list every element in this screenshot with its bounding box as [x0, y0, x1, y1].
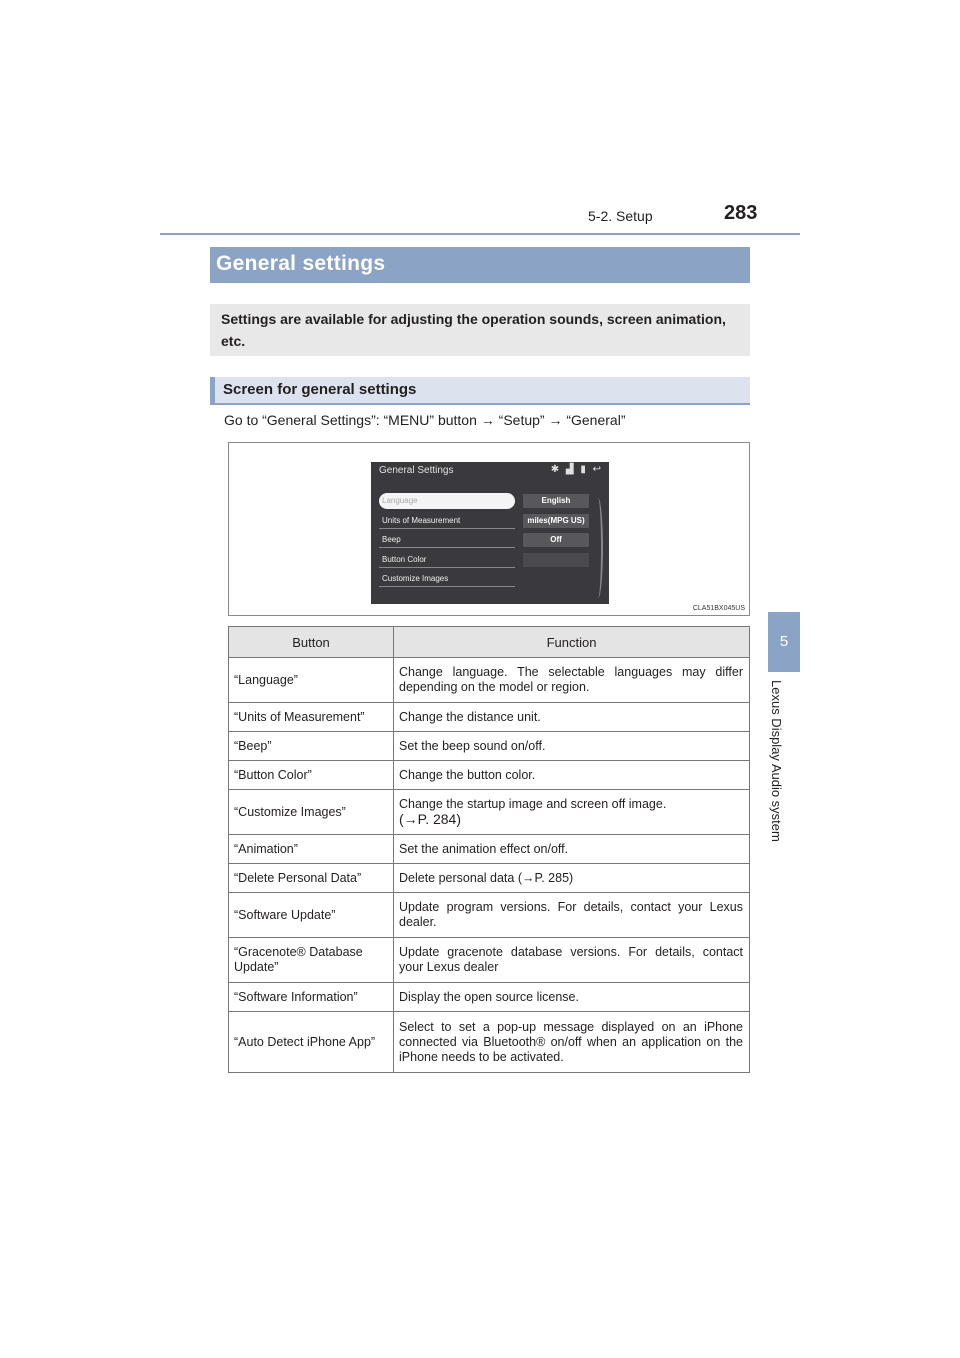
- function-table: [228, 626, 750, 1073]
- header-rule: [160, 233, 800, 235]
- function-cell: Update gracenote database versions. For details, contact your Lexus dealer: [394, 938, 750, 983]
- button-cell: “Gracenote® Database Update”: [229, 938, 394, 983]
- function-cell: Update program versions. For details, contact your Lexus dealer.: [394, 893, 750, 938]
- row-label-customize-images: Customize Images: [379, 571, 515, 587]
- button-cell: “Customize Images”: [229, 790, 394, 835]
- function-cell: Change language. The selectable languages may differ depending on the model or region.: [394, 658, 750, 703]
- function-cell: Change the button color.: [394, 761, 750, 790]
- row-value-units: miles(MPG US): [523, 514, 589, 528]
- function-cell: [394, 790, 750, 835]
- table-row: [229, 1012, 750, 1073]
- screen-title: General Settings: [379, 465, 454, 476]
- table-row: [229, 893, 750, 938]
- row-label-language: Language: [379, 493, 515, 509]
- instruction-text: Go to “General Settings”: “MENU” button → “Setup” → “General”: [224, 412, 626, 428]
- table-header-row: [229, 627, 750, 658]
- row-value-language: English: [523, 494, 589, 508]
- button-cell: “Animation”: [229, 835, 394, 864]
- function-text: Change the startup image and screen off image.: [399, 796, 667, 811]
- function-cell: Set the beep sound on/off.: [394, 732, 750, 761]
- function-cell: Display the open source license.: [394, 983, 750, 1012]
- section-title-bar: [210, 247, 750, 283]
- scroll-indicator: [593, 498, 603, 598]
- status-icons: ✱ ▟ ▮ ↩: [550, 464, 603, 475]
- table-row: [229, 790, 750, 835]
- table-row: [229, 983, 750, 1012]
- table-row: [229, 761, 750, 790]
- general-settings-screen: [371, 462, 609, 604]
- page-number: 283: [724, 202, 758, 224]
- button-cell: “Software Information”: [229, 983, 394, 1012]
- column-header-function: Function: [394, 627, 750, 658]
- table-row: [229, 835, 750, 864]
- row-label-beep: Beep: [379, 532, 515, 548]
- section-header: 5-2. Setup: [588, 208, 653, 224]
- screen-figure: [228, 442, 750, 616]
- chapter-title: Lexus Display Audio system: [769, 680, 784, 842]
- button-cell: “Beep”: [229, 732, 394, 761]
- button-cell: “Button Color”: [229, 761, 394, 790]
- row-value-beep: Off: [523, 533, 589, 547]
- function-cell: Set the animation effect on/off.: [394, 835, 750, 864]
- function-cell: Change the distance unit.: [394, 703, 750, 732]
- column-header-button: Button: [229, 627, 394, 658]
- subsection-bar: [210, 377, 750, 405]
- button-cell: “Language”: [229, 658, 394, 703]
- function-cell: Delete personal data (→P. 285): [394, 864, 750, 893]
- section-title: General settings: [216, 252, 386, 275]
- button-cell: “Software Update”: [229, 893, 394, 938]
- table-row: [229, 864, 750, 893]
- subsection-title: Screen for general settings: [223, 381, 417, 398]
- function-cell: Select to set a pop-up message displayed on an iPhone connected via Bluetooth® on/off when an application on the iPhone needs to be activated.: [394, 1012, 750, 1073]
- table-row: [229, 658, 750, 703]
- button-cell: “Delete Personal Data”: [229, 864, 394, 893]
- table-row: [229, 732, 750, 761]
- intro-text: Settings are available for adjusting the operation sounds, screen animation, etc.: [221, 311, 726, 349]
- figure-code: CLA51BX045US: [692, 605, 745, 612]
- row-label-units: Units of Measurement: [379, 513, 515, 529]
- chapter-tab: 5: [768, 612, 800, 672]
- table-row: [229, 703, 750, 732]
- page-reference: (→P. 284): [399, 810, 461, 827]
- button-cell: “Units of Measurement”: [229, 703, 394, 732]
- button-cell: “Auto Detect iPhone App”: [229, 1012, 394, 1073]
- table-row: [229, 938, 750, 983]
- row-value-button-color: [523, 553, 589, 567]
- intro-box: [210, 304, 750, 356]
- row-label-button-color: Button Color: [379, 552, 515, 568]
